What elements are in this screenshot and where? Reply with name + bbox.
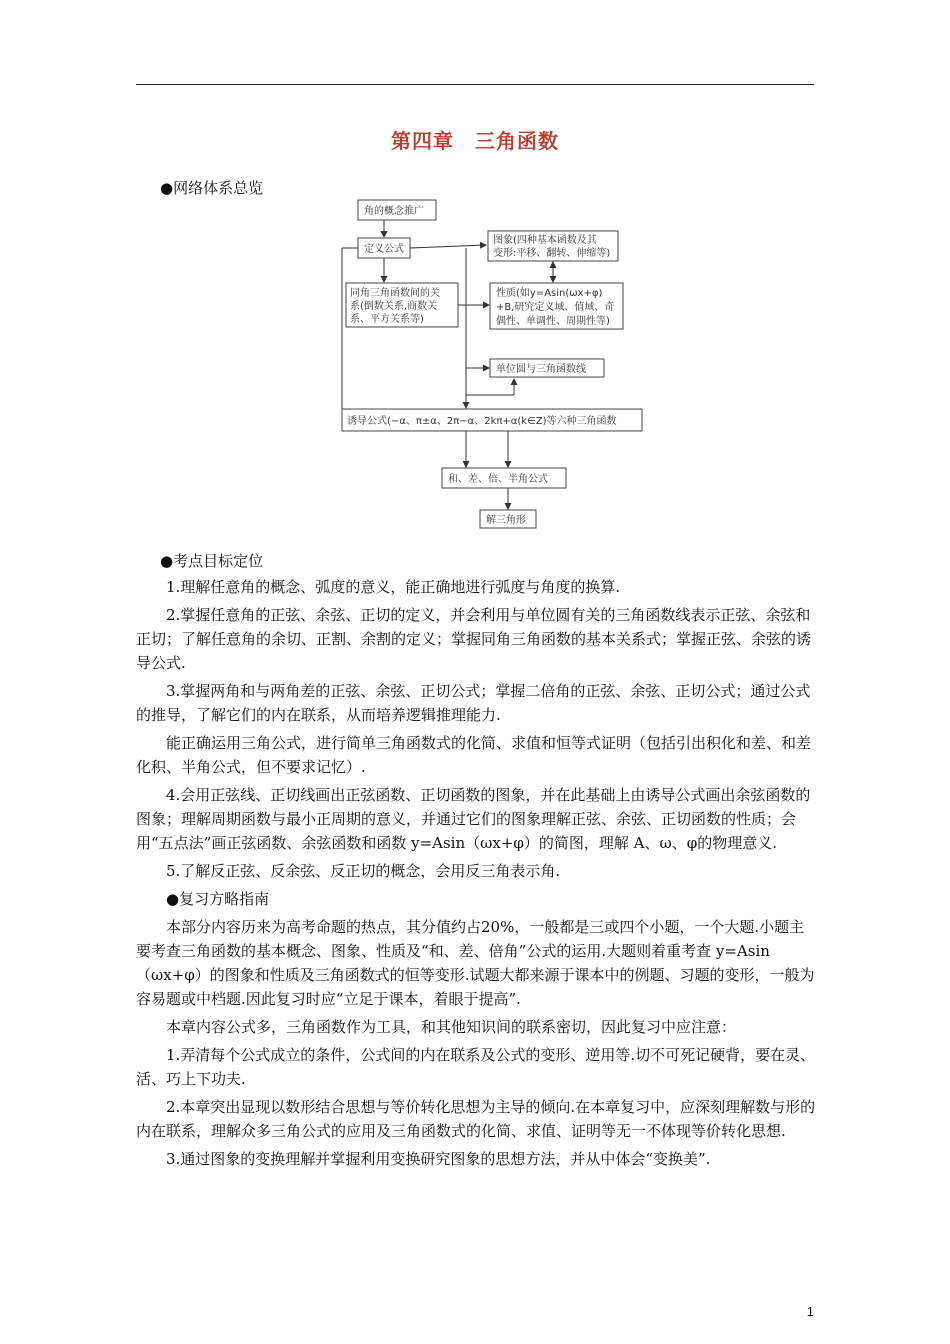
guide-paragraph-4: 2.本章突出显现以数形结合思想与等价转化思想为主导的倾向.在本章复习中，应深刻理解数与形的内在联系，理解众多三角公式的应用及三角函数式的化简、求值、证明等无一不体现等价转化思想. — [136, 1098, 816, 1140]
target-paragraph-1: 1.理解任意角的概念、弧度的意义，能正确地进行弧度与角度的换算. — [166, 578, 621, 596]
guide-paragraph-2: 本章内容公式多，三角函数作为工具，和其他知识间的联系密切，因此复习中应注意： — [166, 1018, 737, 1036]
concept-diagram — [338, 195, 643, 539]
box-relations-label-3: 系、平方关系等) — [350, 314, 424, 325]
section-targets-heading: ●考点目标定位 — [160, 552, 264, 570]
box-properties-label-1: 性质(如y=Asin(ωx+φ) — [496, 288, 603, 299]
box-concept-label: 角的概念推广 — [364, 206, 424, 217]
box-def-label: 定义公式 — [364, 244, 404, 255]
body-text — [136, 575, 818, 1171]
guide-paragraph-1: 本部分内容历来为高考命题的热点，其分值约占20%，一般都是三或四个小题，一个大题.小题主要考查三角函数的基本概念、图象、性质及“和、差、倍角”公式的运用.大题则着重考查 y=Asin（ωx+φ）的图象和性质及三角函数式的恒等变形.试题大都来源于课本中的例题、习题的变形，一般为容易题或中档题.因此复习时应“立足于课本，着眼于提高”. — [136, 918, 815, 1008]
target-paragraph-5: 5.了解反正弦、反余弦、反正切的概念，会用反三角表示角. — [166, 862, 561, 880]
section-network-heading: ●网络体系总览 — [160, 179, 264, 197]
box-sum-label: 和、差、倍、半角公式 — [448, 474, 548, 485]
box-triangle-label: 解三角形 — [486, 515, 526, 526]
box-graph-label-2: 变形:平移、翻转、伸缩等) — [493, 248, 611, 259]
box-relations-label-2: 系(倒数关系,商数关 — [350, 301, 438, 312]
chapter-title: 第四章 三角函数 — [391, 129, 559, 153]
box-induce-label: 诱导公式(−α、π±α、2π−α、2kπ+α(k∈Z)等六种三角函数 — [347, 416, 617, 427]
box-relations-label-1: 同角三角函数间的关 — [350, 288, 440, 299]
target-paragraph-3b: 能正确运用三角公式，进行简单三角函数式的化简、求值和恒等式证明（包括引出积化和差、和差化积、半角公式，但不要求记忆）. — [136, 734, 812, 776]
box-graph-label-1: 图象(四种基本函数及其 — [493, 235, 597, 246]
box-properties-label-2: +B,研究定义域、值域、奇 — [496, 302, 615, 313]
concept-diagram-svg — [338, 195, 643, 535]
target-paragraph-2: 2.掌握任意角的正弦、余弦、正切的定义，并会利用与单位圆有关的三角函数线表示正弦、余弦和正切；了解任意角的余切、正割、余割的定义；掌握同角三角函数的基本关系式；掌握正弦、余弦的诱导公式. — [136, 606, 812, 672]
header-rule — [136, 84, 814, 85]
target-paragraph-3: 3.掌握两角和与两角差的正弦、余弦、正切公式；掌握二倍角的正弦、余弦、正切公式；通过公式的推导，了解它们的内在联系，从而培养逻辑推理能力. — [136, 682, 811, 724]
target-paragraph-4: 4.会用正弦线、正切线画出正弦函数、正切函数的图象，并在此基础上由诱导公式画出余弦函数的图象；理解周期函数与最小正周期的意义，并通过它们的图象理解正弦、余弦、正切函数的性质；会用“五点法”画正弦函数、余弦函数和函数 y=Asin（ωx+φ）的简图，理解 A、ω、φ的物理意义. — [136, 786, 811, 852]
section-guide-heading: ●复习方略指南 — [166, 890, 270, 908]
page-number: 1 — [806, 1304, 814, 1319]
guide-paragraph-5: 3.通过图象的变换理解并掌握利用变换研究图象的思想方法，并从中体会“变换美”. — [166, 1150, 711, 1168]
box-properties-label-3: 偶性、单调性、周期性等) — [496, 316, 610, 327]
box-unit-label: 单位圆与三角函数线 — [496, 364, 586, 375]
guide-paragraph-3: 1.弄清每个公式成立的条件，公式间的内在联系及公式的变形、逆用等.切不可死记硬背，要在灵、活、巧上下功夫. — [136, 1046, 816, 1088]
